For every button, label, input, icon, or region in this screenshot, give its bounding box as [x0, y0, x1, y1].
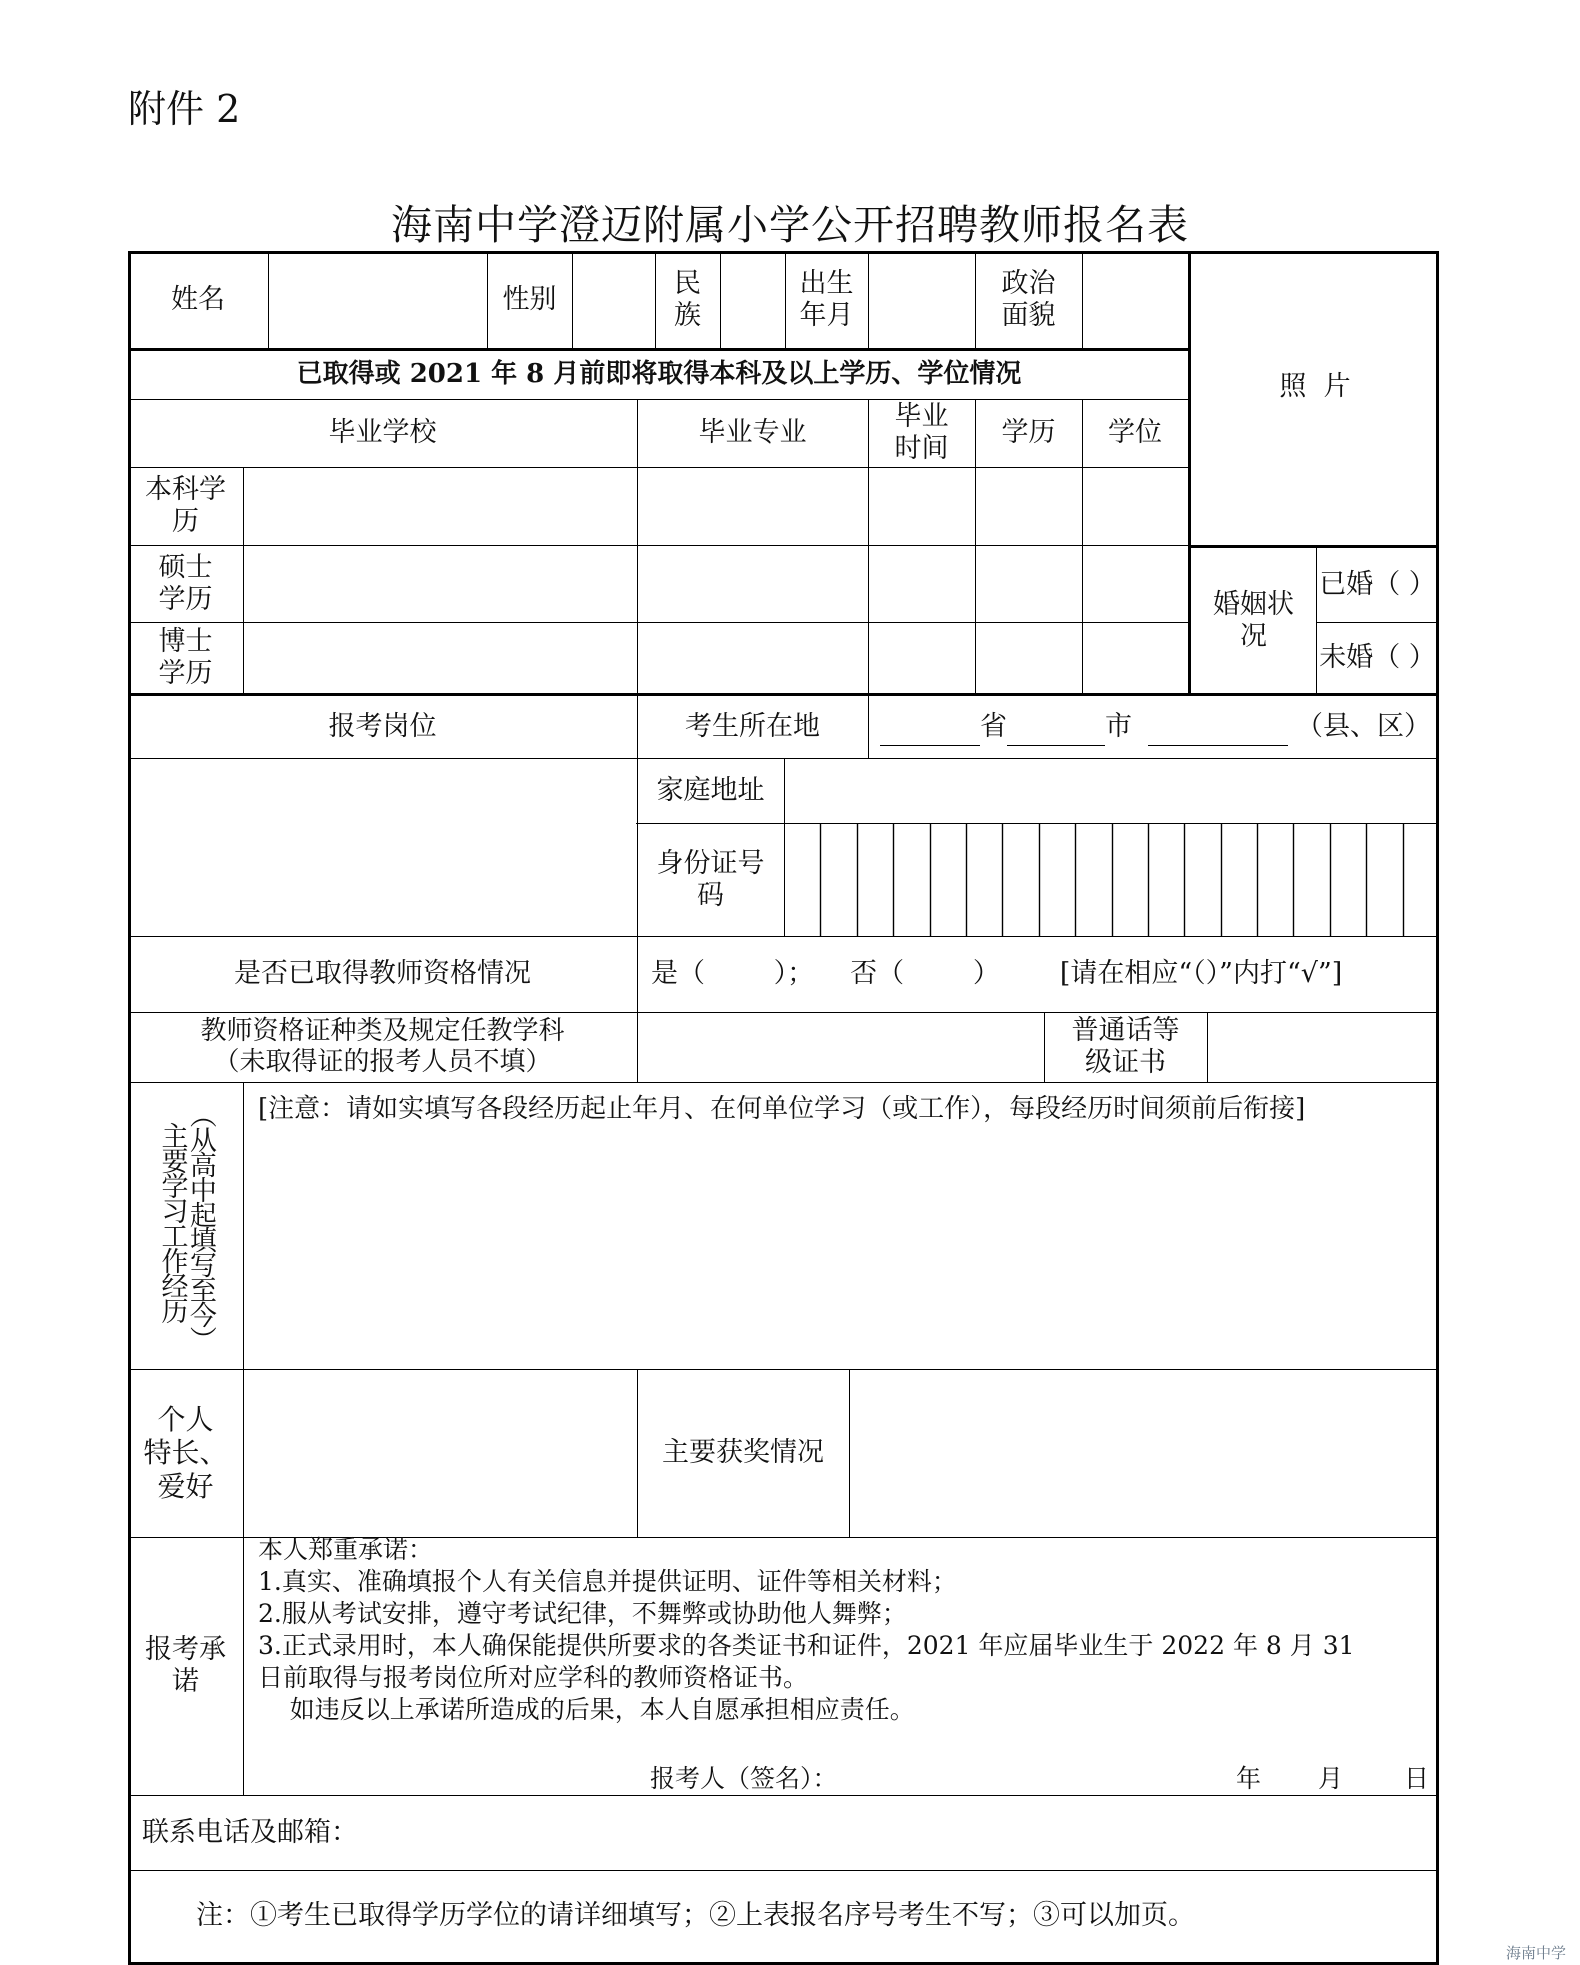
- school-header: 毕业学校: [328, 417, 437, 449]
- pledge-line: 如违反以上承诺所造成的后果，本人自愿承担相应责任。: [258, 1695, 915, 1724]
- qualification-yes[interactable]: 是（ ）；: [651, 958, 815, 990]
- experience-field[interactable]: [243, 1125, 1439, 1369]
- contact-label: 联系电话及邮箱：: [142, 1816, 358, 1848]
- sign-month: 月: [1318, 1764, 1344, 1793]
- footer-note: 注：①考生已取得学历学位的请详细填写；②上表报名序号考生不写；③可以加页。: [196, 1900, 1195, 1932]
- qualification-options: [637, 936, 1439, 1012]
- id-number-cells[interactable]: [784, 823, 1439, 936]
- city-blank[interactable]: [1007, 723, 1105, 746]
- ethnicity-label: 民 族: [674, 267, 701, 331]
- address-label: 家庭地址: [656, 774, 765, 806]
- certificate-field[interactable]: [637, 1012, 1044, 1082]
- certificate-label: 教师资格证种类及规定任教学科 （未取得证的报考人员不填）: [200, 1016, 565, 1077]
- grad-time-header: 毕业 时间: [894, 401, 949, 464]
- county-suffix: （县、区）: [1296, 711, 1431, 743]
- bachelor-label: 本科学 历: [145, 474, 226, 537]
- name-field[interactable]: [268, 251, 487, 348]
- awards-label: 主要获奖情况: [662, 1437, 824, 1469]
- pledge-line: 3.正式录用时，本人确保能提供所要求的各类证书和证件，2021 年应届毕业生于 2022 年 8 月 31: [258, 1631, 1355, 1660]
- city-suffix: 市: [1105, 711, 1132, 743]
- experience-label-main: 主要学习工作经历: [156, 1121, 188, 1322]
- id-label: 身份证号 码: [656, 847, 765, 911]
- mandarin-field[interactable]: [1207, 1012, 1439, 1082]
- pledge-label: 报考承 诺: [145, 1634, 226, 1697]
- sign-day: 日: [1404, 1764, 1430, 1793]
- pledge-line: 2.服从考试安排，遵守考试纪律，不舞弊或协助他人舞弊；: [258, 1599, 907, 1628]
- education-section-title: 已取得或 2021 年 8 月前即将取得本科及以上学历、学位情况: [296, 359, 1022, 390]
- political-field[interactable]: [1082, 251, 1188, 348]
- gender-label: 性别: [502, 283, 557, 315]
- doctor-label: 博士 学历: [158, 625, 213, 689]
- major-header: 毕业专业: [698, 417, 807, 449]
- gender-field[interactable]: [572, 251, 655, 348]
- position-field[interactable]: [128, 758, 637, 936]
- degree-header: 学位: [1108, 417, 1162, 449]
- pledge-line: 本人郑重承诺：: [258, 1535, 434, 1564]
- pledge-line: 1.真实、准确填报个人有关信息并提供证明、证件等相关材料；: [258, 1567, 957, 1596]
- political-label: 政治 面貌: [1001, 267, 1056, 331]
- edu-level-header: 学历: [1001, 417, 1056, 449]
- qualification-no[interactable]: 否（ ）: [850, 958, 1000, 990]
- ethnicity-field[interactable]: [720, 251, 785, 348]
- experience-label: [128, 1082, 243, 1369]
- attachment-label: 附件 2: [128, 87, 241, 131]
- pledge-line: 日前取得与报考岗位所对应学科的教师资格证书。: [258, 1663, 809, 1692]
- awards-field[interactable]: [849, 1369, 1439, 1537]
- position-label: 报考岗位: [328, 711, 437, 743]
- unmarried-option[interactable]: 未婚（ ）: [1319, 641, 1436, 673]
- county-blank[interactable]: [1148, 723, 1288, 746]
- qualification-label: 是否已取得教师资格情况: [234, 958, 531, 990]
- married-option[interactable]: 已婚（ ）: [1319, 569, 1436, 601]
- marriage-label: 婚姻状 况: [1213, 588, 1294, 652]
- experience-label-note: （从高中起填写至今）: [184, 1100, 216, 1351]
- form-title: 海南中学澄迈附属小学公开招聘教师报名表: [391, 201, 1189, 249]
- skills-field[interactable]: [243, 1369, 637, 1537]
- bachelor-school-field[interactable]: [243, 467, 637, 545]
- experience-note: [注意：请如实填写各段经历起止年月、在何单位学习（或工作），每段经历时间须前后衔接]: [258, 1094, 1306, 1124]
- location-label: 考生所在地: [685, 711, 820, 743]
- skills-label: 个人 特长、 爱好: [143, 1403, 228, 1503]
- master-school-field[interactable]: [243, 545, 637, 622]
- photo-box[interactable]: 照 片: [1279, 371, 1351, 403]
- signature-field[interactable]: [860, 1752, 1210, 1788]
- master-label: 硕士 学历: [158, 551, 213, 615]
- province-blank[interactable]: [880, 723, 980, 746]
- doctor-school-field[interactable]: [243, 622, 637, 693]
- sign-year: 年: [1236, 1764, 1262, 1793]
- location-field[interactable]: [868, 696, 1439, 758]
- signature-label: 报考人（签名）：: [650, 1764, 838, 1793]
- id-cell-dividers: [821, 823, 1404, 936]
- name-label: 姓名: [171, 283, 225, 315]
- birth-label: 出生 年月: [799, 267, 854, 331]
- province-suffix: 省: [980, 711, 1007, 743]
- watermark-logo: 海南中学: [1505, 1944, 1566, 1962]
- mandarin-label: 普通话等 级证书: [1071, 1015, 1180, 1078]
- address-field[interactable]: [784, 758, 1439, 823]
- qualification-hint: [请在相应“（）”内打“√”]: [1059, 958, 1343, 990]
- pledge-text: [258, 1534, 1428, 1726]
- birth-field[interactable]: [868, 251, 975, 348]
